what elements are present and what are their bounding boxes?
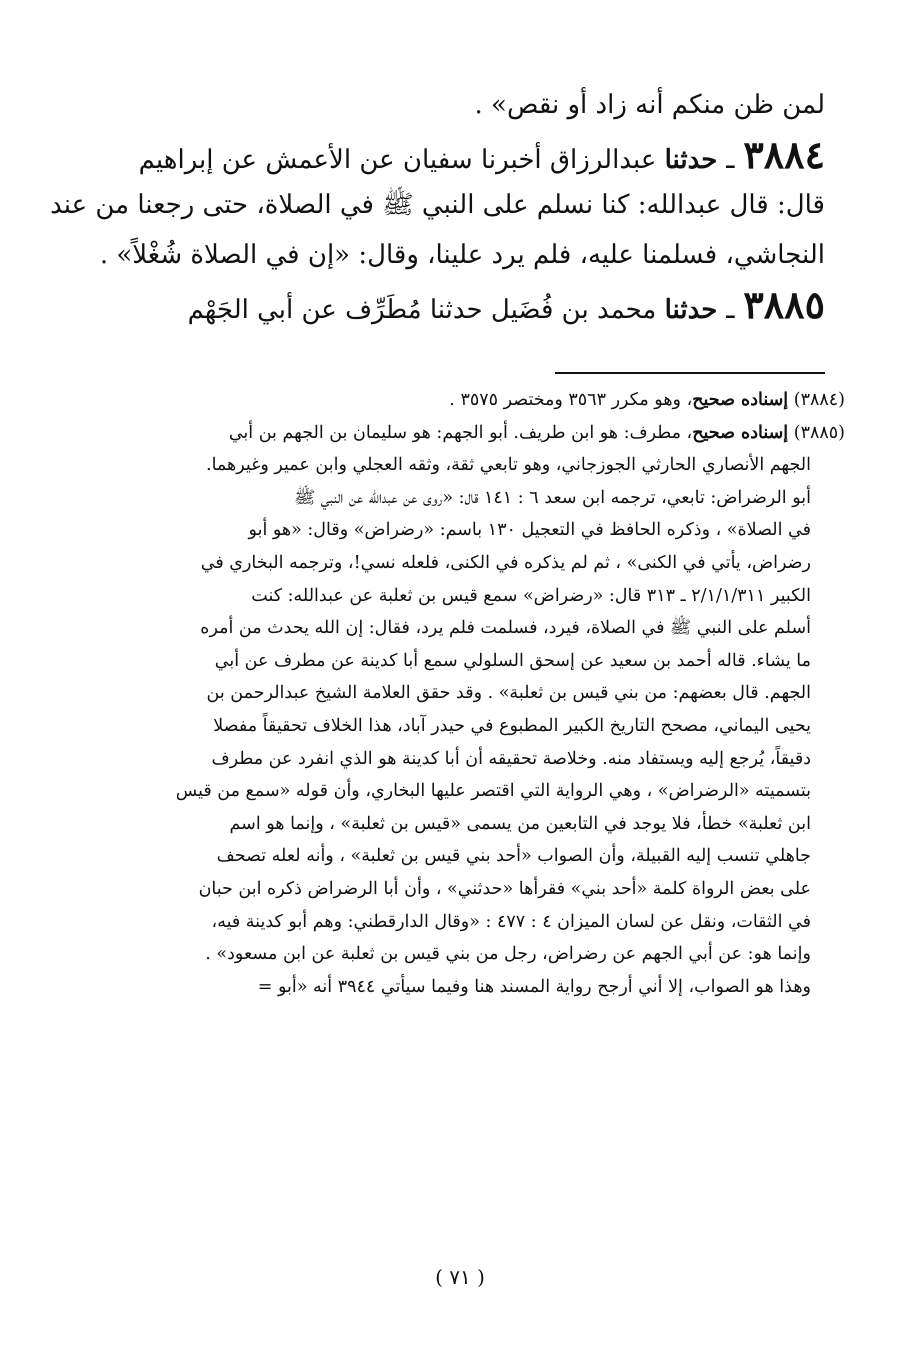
- footnote-line: رضراض، يأتي في الكنى» ، ثم لم يذكره في الكنى، فلعله نسي!، وترجمه البخاري في: [200, 552, 811, 573]
- footnote-3885: [155, 417, 845, 1004]
- footnote-bold: إسناده صحيح: [692, 422, 789, 443]
- main-line-1: لمن ظن منكم أنه زاد أو نقص» .: [474, 90, 825, 120]
- footnote-line: على بعض الرواة كلمة «أحد بني» فقرأها «حدثني» ، وأن أبا الرضراض ذكره ابن حبان: [198, 878, 811, 899]
- hadith-3885-text: محمد بن فُضَيل حدثنا مُطَرِّف عن أبي الجَهْم: [187, 295, 665, 325]
- footnote-label: (٣٨٨٤): [793, 390, 845, 410]
- footnote-text: ، مطرف: هو ابن طريف. أبو الجهم: هو سليمان بن الجهم بن أبي: [228, 422, 693, 443]
- hadith-3884-text: عبدالرزاق أخبرنا سفيان عن الأعمش عن إبراهيم: [138, 145, 665, 175]
- hadith-number: ٣٨٨٥: [743, 282, 825, 327]
- footnote-line: وإنما هو: عن أبي الجهم عن رضراض، رجل من بني قيس بن ثعلبة عن ابن مسعود» .: [205, 944, 811, 965]
- footnote-3884: [155, 384, 845, 417]
- footnote-line: الجهم. قال بعضهم: من بني قيس بن ثعلبة» . وقد حقق العلامة الشيخ عبدالرحمن بن: [206, 683, 811, 704]
- footnote-line: أسلم على النبي ﷺ في الصلاة، فيرد، فسلمت فلم يرد، فقال: إن الله يحدث من أمره: [200, 618, 811, 639]
- hadith-3885-line-1: [150, 280, 825, 330]
- main-text: [50, 80, 825, 330]
- footnote-label: (٣٨٨٥): [793, 422, 845, 443]
- footnote-line: الكبير ٢/١/١/٣١١ ـ ٣١٣ قال: «رضراض» سمع قيس بن ثعلبة عن عبدالله: كنت: [251, 585, 811, 606]
- footnote-line: دقيقاً، يُرجع إليه ويستفاد منه. وخلاصة تحقيقه أن أبا كدينة هو الذي انفرد عن مطرف: [211, 748, 811, 769]
- footnote-line: وهذا هو الصواب، إلا أني أرجح رواية المسند هنا وفيما سيأتي ٣٩٤٤ أنه «أبو =: [257, 976, 811, 997]
- footnote-line: في الثقات، ونقل عن لسان الميزان ٤ : ٤٧٧ : «وقال الدارقطني: وهم أبو كدينة فيه،: [211, 911, 811, 932]
- hadith-dash: ـ: [717, 292, 744, 325]
- hadith-3884-line-3: النجاشي، فسلمنا عليه، فلم يرد علينا، وقال: «إن في الصلاة شُغْلاً» .: [99, 240, 825, 270]
- haddathana-word: حدثنا: [664, 295, 718, 325]
- footnote-separator: [555, 372, 825, 374]
- footnote-line: ما يشاء. قاله أحمد بن سعيد عن إسحق السلولي سمع أبا كدينة عن مطرف عن أبي: [214, 650, 811, 671]
- haddathana-word: حدثنا: [664, 145, 718, 175]
- footnote-line: الجهم الأنصاري الحارثي الجوزجاني، وهو تابعي ثقة، وثقه العجلي وابن عمير وغيرهما.: [206, 455, 811, 476]
- footnote-text: ، وهو مكرر ٣٥٦٣ ومختصر ٣٥٧٥ .: [449, 390, 693, 410]
- footnote-line: ابن ثعلبة» خطأ، فلا يوجد في التابعين من يسمى «قيس بن ثعلبة» ، وإنما هو اسم: [229, 813, 811, 834]
- footnote-line: جاهلي تنسب إليه القبيلة، وأن الصواب «أحد بني قيس بن ثعلبة» ، وأنه لعله تصحف: [216, 846, 811, 867]
- hadith-3884-line-1: [138, 130, 825, 180]
- footnote-line: بتسميته «الرضراض» ، وهي الرواية التي اقتصر عليها البخاري، وأن قوله «سمع من قيس: [175, 781, 811, 802]
- hadith-3884-line-2: قال: قال عبدالله: كنا نسلم على النبي ﷺ في الصلاة، حتى رجعنا من عند: [50, 190, 825, 220]
- hadith-number: ٣٨٨٤: [743, 132, 825, 177]
- hadith-dash: ـ: [717, 142, 744, 175]
- footnote-line: في الصلاة» ، وذكره الحافظ في التعجيل ١٣٠ باسم: «رضراض» وقال: «هو أبو: [248, 520, 811, 541]
- page-number: ( ٧١ ): [435, 1265, 485, 1289]
- footnote-line: [155, 384, 845, 417]
- footnote-line: يحيى اليماني، مصحح التاريخ الكبير المطبوع في حيدر آباد، هذا الخلاف تحقيقاً مفصلا: [213, 715, 811, 736]
- footnote-bold: إسناده صحيح: [692, 390, 789, 410]
- footnote-line: أبو الرضراض: تابعي، ترجمه ابن سعد ٦ : ١٤١ قال: «روى عن عبدالله عن النبي ﷺ: [294, 487, 811, 508]
- footnote-line: [155, 417, 845, 450]
- footnotes: [155, 384, 845, 1003]
